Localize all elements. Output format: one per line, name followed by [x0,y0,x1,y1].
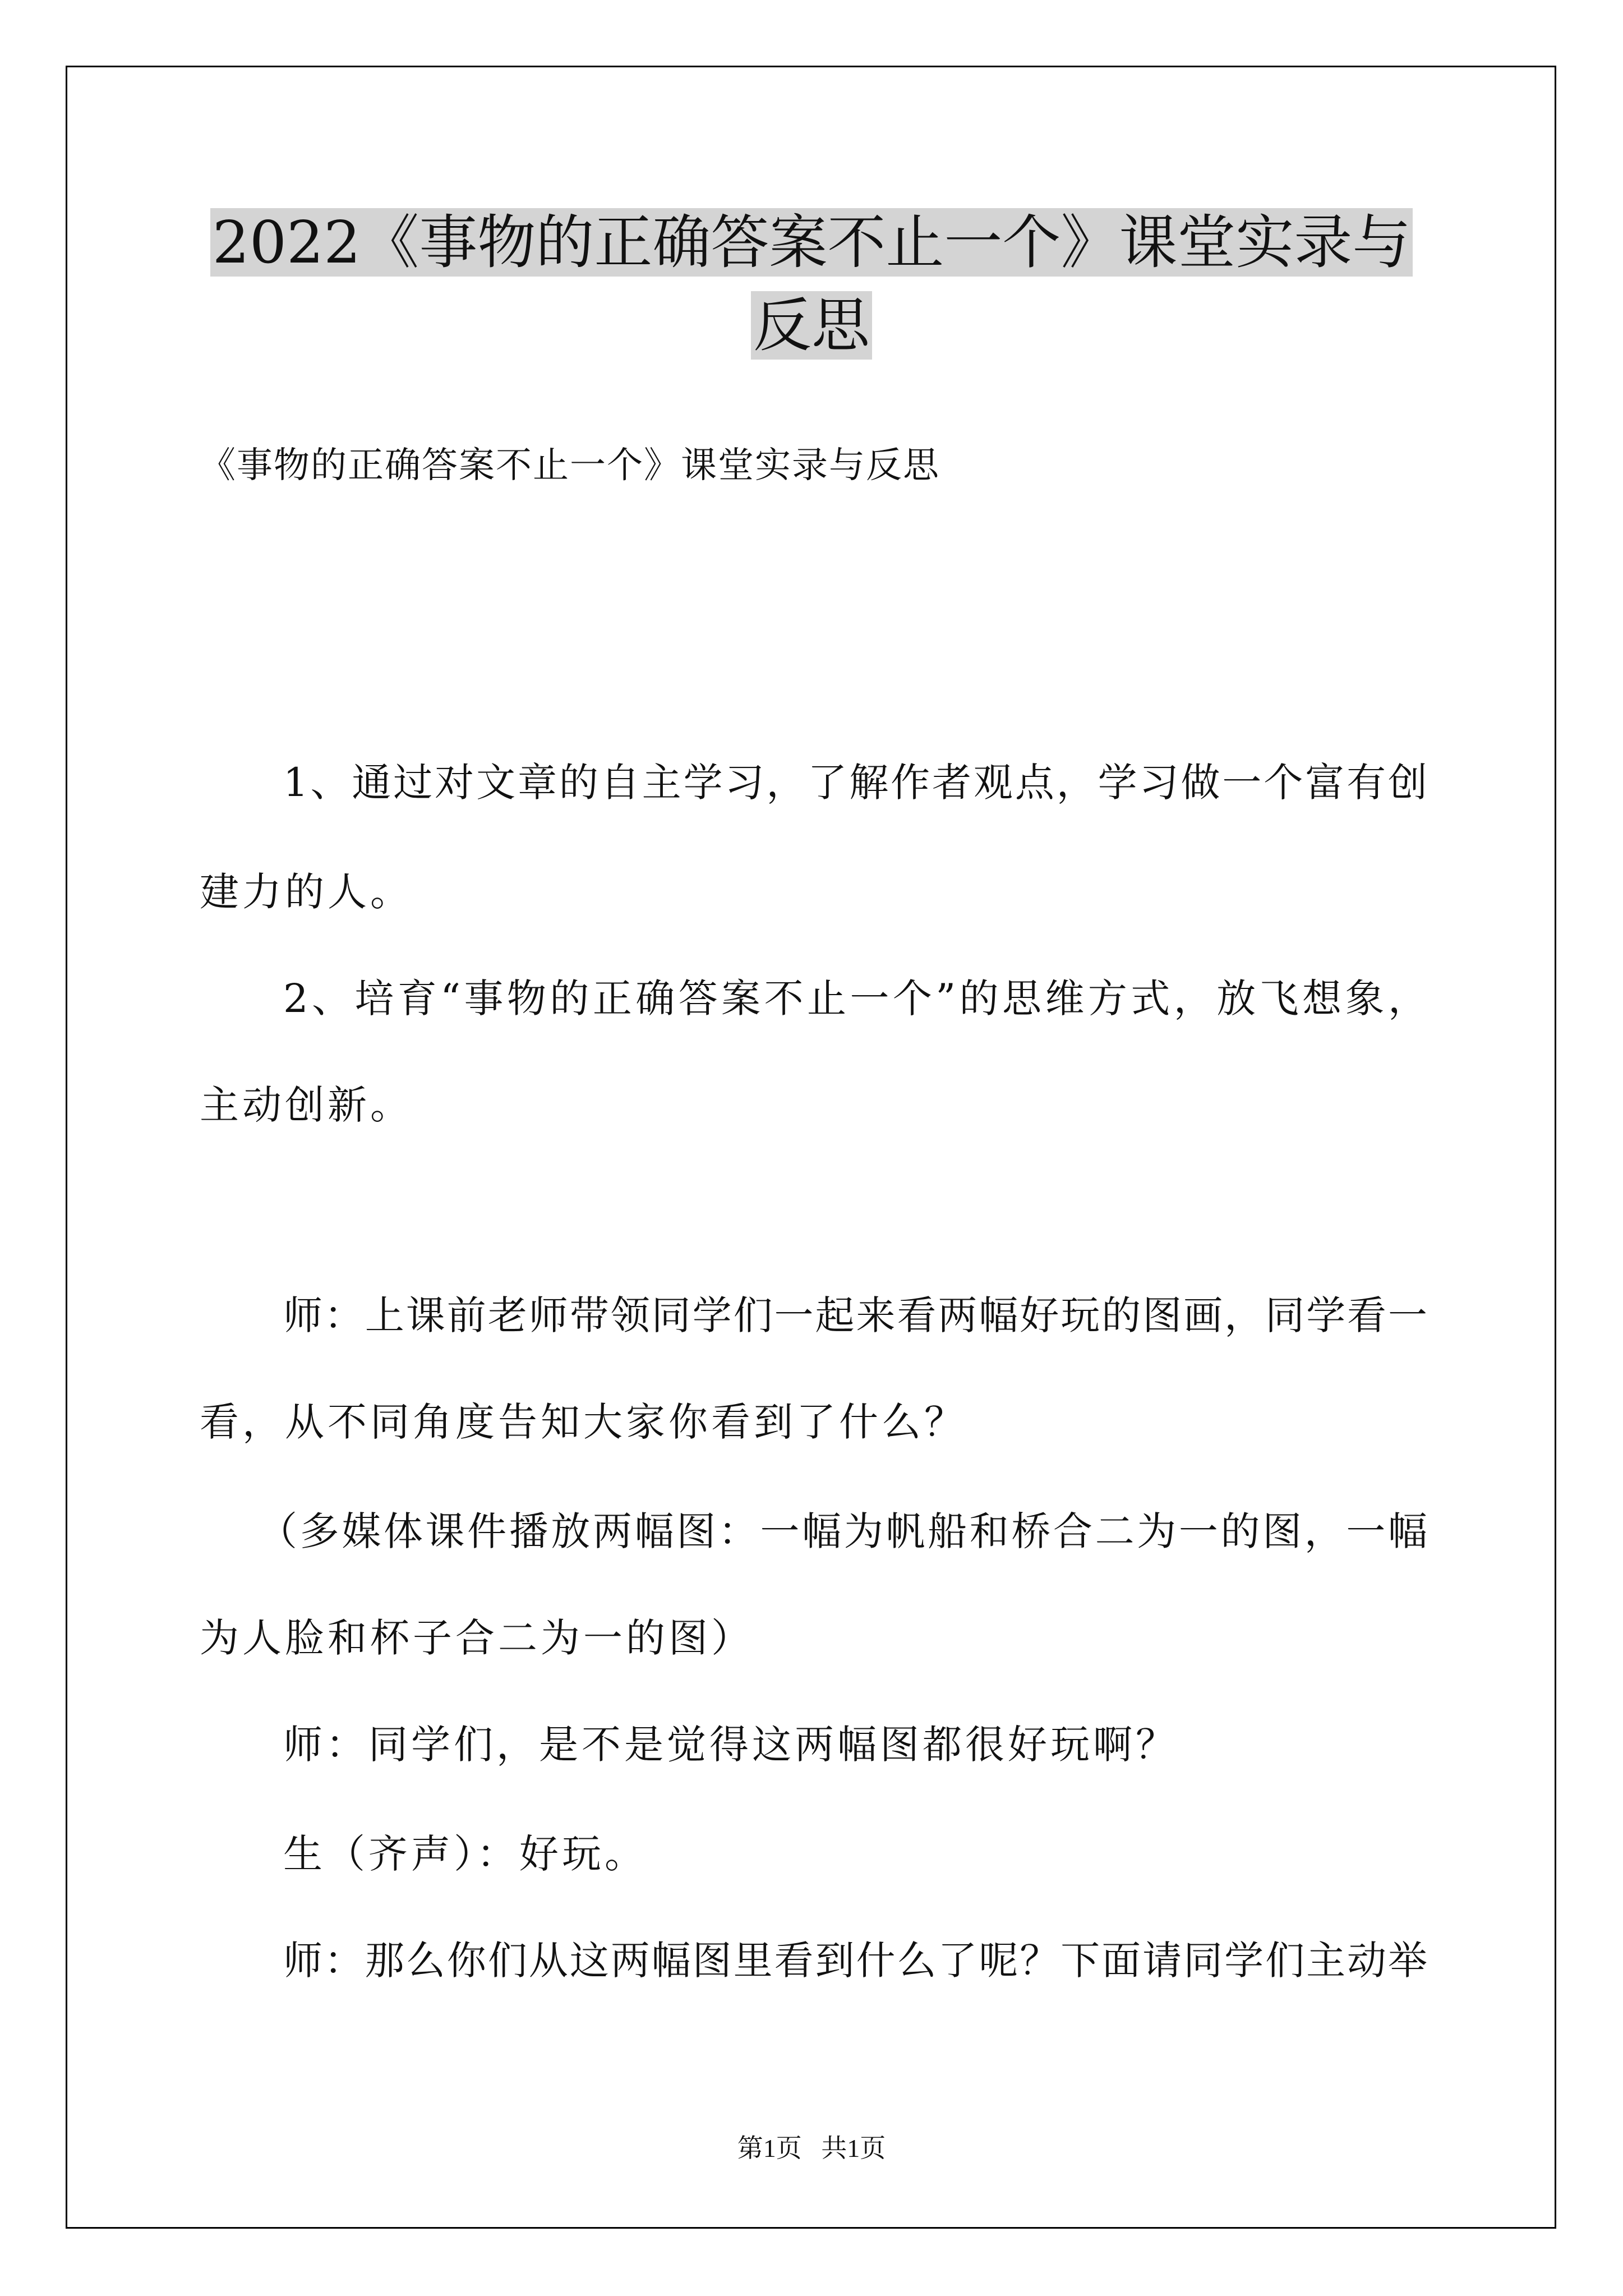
paragraph-line: 1、通过对文章的自主学习，了解作者观点，学习做一个富有创 [283,760,1427,806]
document-title-line-2: 反思 [0,278,1623,373]
page-footer: 第1页 共1页 [737,2134,886,2162]
paragraph-line: 为人脸和杯子合二为一的图） [200,1615,754,1661]
paragraph-line: 2、培育“事物的正确答案不止一个”的思维方式，放飞想象， [283,976,1427,1022]
paragraph-line: 看，从不同角度告知大家你看到了什么？ [200,1399,967,1445]
document-title-line-1: 2022《事物的正确答案不止一个》课堂实录与 [0,195,1623,290]
paragraph-line: 建力的人。 [200,869,413,915]
paragraph-line: 师：同学们，是不是觉得这两幅图都很好玩啊？ [283,1722,1178,1768]
paragraph-line: （多媒体课件播放两幅图：一幅为帆船和桥合二为一的图，一幅 [258,1508,1427,1554]
paragraph-line: 生（齐声）：好玩。 [283,1831,647,1877]
document-subtitle: 《事物的正确答案不止一个》课堂实录与反思 [200,445,940,486]
paragraph-line: 师：上课前老师带领同学们一起来看两幅好玩的图画，同学看一 [283,1292,1427,1338]
paragraph-line: 师：那么你们从这两幅图里看到什么了呢？下面请同学们主动举 [283,1938,1427,1984]
page-border [66,66,1556,2229]
paragraph-line: 主动创新。 [200,1082,413,1128]
